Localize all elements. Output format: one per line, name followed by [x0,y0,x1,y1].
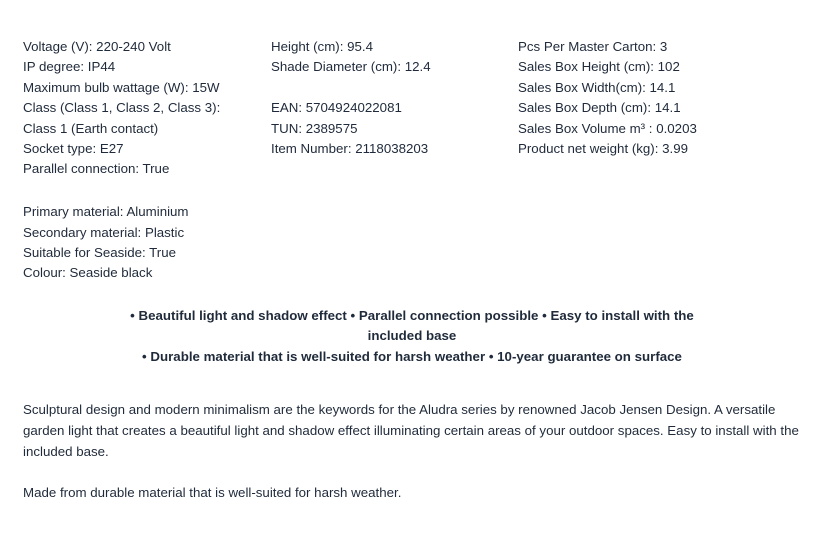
spec-shade-diameter: Shade Diameter (cm): 12.4 [271,59,431,75]
spec-sales-box-depth: Sales Box Depth (cm): 14.1 [518,100,681,116]
feature-line: included base [367,328,457,344]
specs-column-electrical-materials [23,37,263,284]
specs-column-packaging [518,37,818,159]
feature-line: • Durable material that is well-suited for harsh weather • 10-year guarantee on surface [142,348,682,364]
specs-column-dimensions-codes [271,37,511,159]
spec-primary-material: Primary material: Aluminium [23,204,189,220]
spec-sales-box-width: Sales Box Width(cm): 14.1 [518,79,676,95]
spec-secondary-material: Secondary material: Plastic [23,224,185,240]
spec-socket-type: Socket type: E27 [23,140,124,156]
spacer [23,180,263,202]
product-description [23,400,803,504]
spec-colour: Colour: Seaside black [23,265,153,281]
spec-voltage: Voltage (V): 220-240 Volt [23,39,171,54]
spec-parallel-connection: Parallel connection: True [23,161,170,177]
spec-sales-box-volume: Sales Box Volume m³ : 0.0203 [518,120,697,136]
feature-line: • Beautiful light and shadow effect • Parallel connection possible • Easy to install with the [130,308,694,323]
spec-sales-box-height: Sales Box Height (cm): 102 [518,59,680,75]
description-paragraph: Made from durable material that is well-suited for harsh weather. [23,485,402,501]
description-paragraph: Sculptural design and modern minimalism are the keywords for the Aludra series by renowned Jacob Jensen Design. A versatile garden light that creates a beautiful light and shadow effect illuminating certain areas of your outdoor spaces. Easy to install with the included base. [23,402,799,459]
spec-pcs-per-master-carton: Pcs Per Master Carton: 3 [518,39,668,54]
feature-highlights [112,306,712,367]
spec-item-number: Item Number: 2118038203 [271,140,429,156]
spec-max-bulb-wattage: Maximum bulb wattage (W): 15W [23,79,220,95]
spec-class-value: Class 1 (Earth contact) [23,120,159,136]
spec-suitable-for-seaside: Suitable for Seaside: True [23,244,177,260]
spec-product-net-weight: Product net weight (kg): 3.99 [518,140,688,156]
spec-height: Height (cm): 95.4 [271,39,373,54]
spec-ip-degree: IP degree: IP44 [23,59,116,75]
spec-class-label: Class (Class 1, Class 2, Class 3): [23,100,221,116]
spec-tun: TUN: 2389575 [271,120,358,136]
spacer [271,78,511,98]
spec-ean: EAN: 5704924022081 [271,100,402,116]
